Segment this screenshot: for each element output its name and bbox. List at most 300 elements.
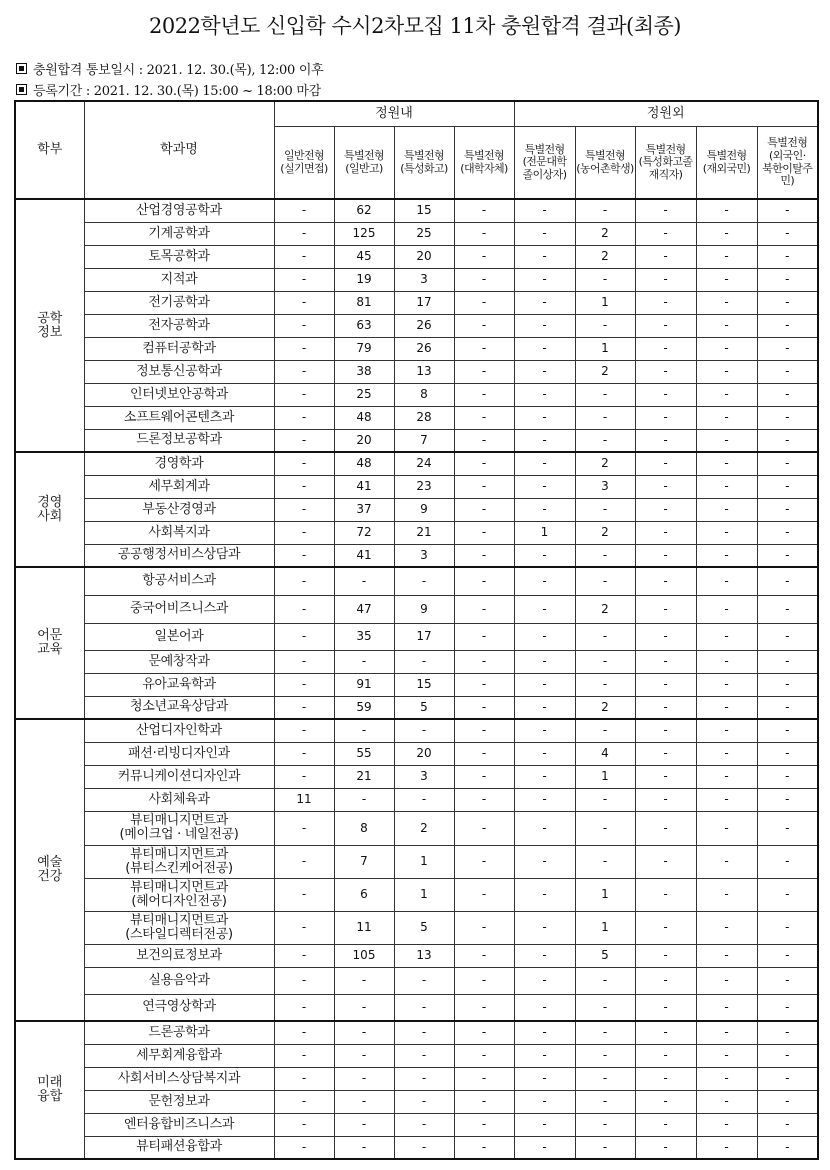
count-cell: - — [454, 944, 514, 967]
count-cell: - — [757, 1090, 818, 1113]
count-cell: - — [757, 878, 818, 911]
count-cell: - — [635, 521, 696, 544]
count-cell: - — [274, 967, 334, 994]
major-name-cell: 뷰티매니지먼트과 (뷰티스킨케어전공) — [84, 845, 274, 878]
count-cell: - — [757, 567, 818, 595]
count-cell: - — [454, 544, 514, 567]
count-cell: - — [696, 944, 757, 967]
table-row — [15, 429, 818, 452]
count-cell: - — [394, 719, 454, 742]
count-cell: - — [274, 742, 334, 765]
count-cell: - — [635, 765, 696, 788]
count-cell: - — [454, 878, 514, 911]
count-cell: - — [514, 911, 575, 944]
major-name-cell: 산업디자인학과 — [84, 719, 274, 742]
count-cell: - — [274, 291, 334, 314]
count-cell: - — [454, 498, 514, 521]
count-cell: 35 — [334, 623, 394, 650]
count-cell: 28 — [394, 406, 454, 429]
count-cell: - — [454, 911, 514, 944]
count-cell: 41 — [334, 475, 394, 498]
count-cell: - — [394, 1044, 454, 1067]
table-row — [15, 742, 818, 765]
count-cell: - — [575, 544, 635, 567]
count-cell: - — [334, 1113, 394, 1136]
count-cell: - — [696, 245, 757, 268]
count-cell: - — [635, 967, 696, 994]
major-name-cell: 유아교육학과 — [84, 673, 274, 696]
count-cell: - — [454, 1021, 514, 1044]
table-row — [15, 788, 818, 811]
count-cell: - — [575, 650, 635, 673]
count-cell: - — [757, 719, 818, 742]
header-admission-type: 특별전형 (전문대학 졸이상자) — [514, 127, 575, 200]
count-cell: 5 — [394, 911, 454, 944]
count-cell: 7 — [394, 429, 454, 452]
table-row — [15, 199, 818, 222]
count-cell: - — [635, 719, 696, 742]
count-cell: - — [274, 452, 334, 475]
table-row — [15, 911, 818, 944]
table-row — [15, 360, 818, 383]
count-cell: - — [514, 567, 575, 595]
table-row — [15, 383, 818, 406]
count-cell: - — [635, 199, 696, 222]
count-cell: 1 — [575, 337, 635, 360]
count-cell: - — [575, 567, 635, 595]
count-cell: - — [274, 245, 334, 268]
count-cell: - — [635, 429, 696, 452]
count-cell: - — [514, 291, 575, 314]
count-cell: - — [757, 314, 818, 337]
count-cell: - — [394, 967, 454, 994]
major-name-cell: 뷰티매니지먼트과 (메이크업 · 네일전공) — [84, 811, 274, 845]
count-cell: - — [635, 742, 696, 765]
count-cell: - — [757, 268, 818, 291]
count-cell: - — [757, 673, 818, 696]
table-row — [15, 521, 818, 544]
count-cell: - — [757, 994, 818, 1021]
major-name-cell: 세무회계융합과 — [84, 1044, 274, 1067]
count-cell: 1 — [575, 878, 635, 911]
count-cell: 19 — [334, 268, 394, 291]
count-cell: - — [635, 1044, 696, 1067]
count-cell: 3 — [394, 765, 454, 788]
major-name-cell: 문예창작과 — [84, 650, 274, 673]
page-title: 2022학년도 신입학 수시2차모집 11차 충원합격 결과(최종) — [148, 14, 681, 38]
table-row — [15, 1113, 818, 1136]
count-cell: - — [274, 498, 334, 521]
count-cell: - — [757, 475, 818, 498]
count-cell: - — [696, 268, 757, 291]
count-cell: 3 — [394, 268, 454, 291]
count-cell: 1 — [514, 521, 575, 544]
count-cell: 20 — [334, 429, 394, 452]
count-cell: - — [696, 595, 757, 623]
count-cell: - — [575, 994, 635, 1021]
count-cell: - — [394, 994, 454, 1021]
count-cell: - — [696, 567, 757, 595]
count-cell: - — [274, 911, 334, 944]
table-row — [15, 337, 818, 360]
count-cell: - — [696, 811, 757, 845]
count-cell: - — [274, 845, 334, 878]
count-cell: - — [514, 944, 575, 967]
count-cell: - — [274, 1136, 334, 1159]
table-row — [15, 1136, 818, 1159]
count-cell: - — [334, 1044, 394, 1067]
count-cell: 62 — [334, 199, 394, 222]
count-cell: - — [394, 788, 454, 811]
count-cell: - — [635, 1021, 696, 1044]
table-row — [15, 544, 818, 567]
count-cell: 1 — [575, 911, 635, 944]
count-cell: - — [514, 742, 575, 765]
header-admission-type: 특별전형 (특성화고) — [394, 127, 454, 200]
count-cell: - — [635, 544, 696, 567]
count-cell: 26 — [394, 314, 454, 337]
count-cell: - — [274, 360, 334, 383]
count-cell: - — [575, 406, 635, 429]
count-cell: - — [635, 291, 696, 314]
count-cell: 3 — [575, 475, 635, 498]
count-cell: - — [696, 337, 757, 360]
count-cell: - — [696, 765, 757, 788]
count-cell: - — [696, 1067, 757, 1090]
count-cell: - — [575, 845, 635, 878]
table-row — [15, 245, 818, 268]
count-cell: - — [696, 878, 757, 911]
count-cell: - — [334, 788, 394, 811]
count-cell: - — [575, 1044, 635, 1067]
count-cell: - — [274, 1090, 334, 1113]
count-cell: - — [757, 291, 818, 314]
notice-text: 충원합격 통보일시 : 2021. 12. 30.(목), 12:00 이후 — [33, 63, 324, 78]
table-row — [15, 673, 818, 696]
count-cell: - — [454, 567, 514, 595]
count-cell: - — [696, 967, 757, 994]
table-row — [15, 845, 818, 878]
count-cell: - — [454, 650, 514, 673]
count-cell: - — [454, 268, 514, 291]
count-cell: - — [454, 521, 514, 544]
count-cell: 55 — [334, 742, 394, 765]
count-cell: - — [454, 429, 514, 452]
count-cell: - — [514, 383, 575, 406]
count-cell: - — [635, 268, 696, 291]
major-name-cell: 뷰티패션융합과 — [84, 1136, 274, 1159]
count-cell: - — [334, 1090, 394, 1113]
major-name-cell: 부동산경영과 — [84, 498, 274, 521]
count-cell: 15 — [394, 673, 454, 696]
table-row — [15, 314, 818, 337]
count-cell: - — [696, 623, 757, 650]
count-cell: - — [334, 967, 394, 994]
major-name-cell: 경영학과 — [84, 452, 274, 475]
count-cell: 125 — [334, 222, 394, 245]
count-cell: - — [635, 475, 696, 498]
count-cell: - — [575, 429, 635, 452]
major-name-cell: 연극영상학과 — [84, 994, 274, 1021]
major-name-cell: 정보통신공학과 — [84, 360, 274, 383]
count-cell: - — [514, 314, 575, 337]
count-cell: - — [394, 650, 454, 673]
count-cell: - — [635, 314, 696, 337]
count-cell: 1 — [575, 765, 635, 788]
header-admission-type: 특별전형 (재외국민) — [696, 127, 757, 200]
count-cell: 8 — [394, 383, 454, 406]
count-cell: - — [514, 673, 575, 696]
count-cell: - — [274, 567, 334, 595]
count-cell: - — [454, 623, 514, 650]
count-cell: - — [757, 595, 818, 623]
count-cell: - — [274, 673, 334, 696]
count-cell: - — [454, 967, 514, 994]
table-row — [15, 406, 818, 429]
count-cell: - — [274, 944, 334, 967]
major-name-cell: 인터넷보안공학과 — [84, 383, 274, 406]
major-name-cell: 뷰티매니지먼트과 (헤어디자인전공) — [84, 878, 274, 911]
count-cell: - — [274, 994, 334, 1021]
count-cell: - — [635, 222, 696, 245]
count-cell: - — [635, 383, 696, 406]
table-row — [15, 475, 818, 498]
table-row — [15, 878, 818, 911]
count-cell: - — [575, 811, 635, 845]
count-cell: - — [575, 314, 635, 337]
count-cell: - — [757, 742, 818, 765]
count-cell: - — [454, 314, 514, 337]
count-cell: - — [757, 944, 818, 967]
square-bullet-icon — [16, 63, 27, 74]
header-admission-type: 일반전형 (실기면접) — [274, 127, 334, 200]
header-admission-type: 특별전형 (대학자체) — [454, 127, 514, 200]
count-cell: - — [575, 719, 635, 742]
major-name-cell: 보건의료정보과 — [84, 944, 274, 967]
count-cell: - — [757, 383, 818, 406]
count-cell: - — [454, 360, 514, 383]
count-cell: - — [454, 719, 514, 742]
count-cell: - — [635, 1113, 696, 1136]
count-cell: 23 — [394, 475, 454, 498]
count-cell: - — [394, 1067, 454, 1090]
count-cell: - — [454, 406, 514, 429]
count-cell: - — [575, 788, 635, 811]
table-row — [15, 811, 818, 845]
count-cell: - — [696, 521, 757, 544]
count-cell: 1 — [394, 845, 454, 878]
count-cell: - — [514, 967, 575, 994]
count-cell: - — [635, 337, 696, 360]
count-cell: - — [696, 788, 757, 811]
count-cell: - — [757, 360, 818, 383]
count-cell: - — [514, 1021, 575, 1044]
header-major: 학과명 — [84, 101, 274, 199]
count-cell: - — [575, 1067, 635, 1090]
count-cell: - — [394, 1136, 454, 1159]
count-cell: - — [575, 623, 635, 650]
major-name-cell: 컴퓨터공학과 — [84, 337, 274, 360]
count-cell: 48 — [334, 452, 394, 475]
count-cell: - — [514, 199, 575, 222]
dept-group-cell: 미래 융합 — [15, 1021, 84, 1159]
results-table — [14, 100, 819, 1160]
count-cell: 13 — [394, 360, 454, 383]
count-cell: - — [757, 222, 818, 245]
count-cell: - — [454, 1113, 514, 1136]
count-cell: 4 — [575, 742, 635, 765]
count-cell: - — [274, 314, 334, 337]
major-name-cell: 지적과 — [84, 268, 274, 291]
count-cell: - — [696, 475, 757, 498]
count-cell: - — [575, 268, 635, 291]
major-name-cell: 전기공학과 — [84, 291, 274, 314]
table-row — [15, 944, 818, 967]
count-cell: - — [394, 1090, 454, 1113]
table-row — [15, 268, 818, 291]
count-cell: 2 — [575, 521, 635, 544]
count-cell: - — [274, 878, 334, 911]
count-cell: - — [514, 452, 575, 475]
count-cell: 1 — [575, 291, 635, 314]
count-cell: 41 — [334, 544, 394, 567]
count-cell: - — [757, 452, 818, 475]
count-cell: - — [274, 595, 334, 623]
table-row — [15, 1090, 818, 1113]
count-cell: - — [757, 498, 818, 521]
count-cell: 2 — [575, 360, 635, 383]
count-cell: - — [514, 1090, 575, 1113]
table-row — [15, 994, 818, 1021]
count-cell: - — [514, 878, 575, 911]
count-cell: - — [575, 199, 635, 222]
major-name-cell: 세무회계과 — [84, 475, 274, 498]
count-cell: - — [696, 314, 757, 337]
count-cell: - — [454, 788, 514, 811]
header-admission-type: 특별전형 (특성화고졸 재직자) — [635, 127, 696, 200]
count-cell: - — [274, 765, 334, 788]
major-name-cell: 공공행정서비스상담과 — [84, 544, 274, 567]
count-cell: 21 — [334, 765, 394, 788]
major-name-cell: 사회체육과 — [84, 788, 274, 811]
count-cell: - — [635, 452, 696, 475]
count-cell: - — [454, 337, 514, 360]
count-cell: - — [696, 1113, 757, 1136]
count-cell: - — [757, 845, 818, 878]
count-cell: 1 — [394, 878, 454, 911]
count-cell: 2 — [394, 811, 454, 845]
major-name-cell: 사회서비스상담복지과 — [84, 1067, 274, 1090]
count-cell: - — [334, 1021, 394, 1044]
count-cell: 11 — [274, 788, 334, 811]
count-cell: - — [757, 1113, 818, 1136]
count-cell: - — [514, 360, 575, 383]
count-cell: 2 — [575, 595, 635, 623]
count-cell: 2 — [575, 696, 635, 719]
count-cell: 37 — [334, 498, 394, 521]
count-cell: - — [274, 268, 334, 291]
count-cell: 2 — [575, 245, 635, 268]
count-cell: - — [635, 673, 696, 696]
count-cell: 15 — [394, 199, 454, 222]
count-cell: - — [454, 1090, 514, 1113]
header-admission-type: 특별전형 (외국인· 북한이탈주민) — [757, 127, 818, 200]
count-cell: - — [454, 742, 514, 765]
count-cell: - — [757, 245, 818, 268]
count-cell: - — [334, 719, 394, 742]
count-cell: - — [757, 1136, 818, 1159]
count-cell: - — [514, 245, 575, 268]
count-cell: - — [514, 719, 575, 742]
count-cell: 91 — [334, 673, 394, 696]
count-cell: - — [454, 291, 514, 314]
count-cell: - — [757, 1021, 818, 1044]
count-cell: - — [635, 845, 696, 878]
count-cell: 105 — [334, 944, 394, 967]
count-cell: 72 — [334, 521, 394, 544]
count-cell: - — [575, 1136, 635, 1159]
table-row — [15, 595, 818, 623]
count-cell: 2 — [575, 452, 635, 475]
dept-group-cell: 경영 사회 — [15, 452, 84, 567]
count-cell: - — [635, 811, 696, 845]
table-row — [15, 967, 818, 994]
count-cell: - — [514, 811, 575, 845]
count-cell: - — [394, 1021, 454, 1044]
count-cell: - — [514, 696, 575, 719]
count-cell: - — [575, 383, 635, 406]
major-name-cell: 실용음악과 — [84, 967, 274, 994]
count-cell: - — [274, 544, 334, 567]
count-cell: - — [274, 199, 334, 222]
count-cell: - — [514, 1136, 575, 1159]
count-cell: - — [274, 406, 334, 429]
header-dept-group: 학부 — [15, 101, 84, 199]
count-cell: - — [635, 595, 696, 623]
count-cell: - — [696, 994, 757, 1021]
count-cell: 48 — [334, 406, 394, 429]
count-cell: 2 — [575, 222, 635, 245]
table-row — [15, 623, 818, 650]
count-cell: - — [454, 1136, 514, 1159]
count-cell: 20 — [394, 742, 454, 765]
count-cell: 17 — [394, 623, 454, 650]
major-name-cell: 엔터융합비즈니스과 — [84, 1113, 274, 1136]
count-cell: 79 — [334, 337, 394, 360]
table-row — [15, 719, 818, 742]
count-cell: - — [514, 1044, 575, 1067]
count-cell: - — [514, 544, 575, 567]
count-cell: - — [757, 199, 818, 222]
count-cell: - — [696, 291, 757, 314]
count-cell: - — [757, 429, 818, 452]
count-cell: 3 — [394, 544, 454, 567]
count-cell: - — [635, 944, 696, 967]
count-cell: - — [514, 1067, 575, 1090]
count-cell: - — [757, 788, 818, 811]
major-name-cell: 중국어비즈니스과 — [84, 595, 274, 623]
dept-group-cell: 공학 정보 — [15, 199, 84, 452]
count-cell: - — [757, 1067, 818, 1090]
count-cell: - — [575, 1090, 635, 1113]
count-cell: - — [696, 1021, 757, 1044]
count-cell: - — [514, 845, 575, 878]
table-row — [15, 650, 818, 673]
major-name-cell: 드론정보공학과 — [84, 429, 274, 452]
major-name-cell: 기계공학과 — [84, 222, 274, 245]
count-cell: - — [454, 222, 514, 245]
count-cell: 5 — [394, 696, 454, 719]
